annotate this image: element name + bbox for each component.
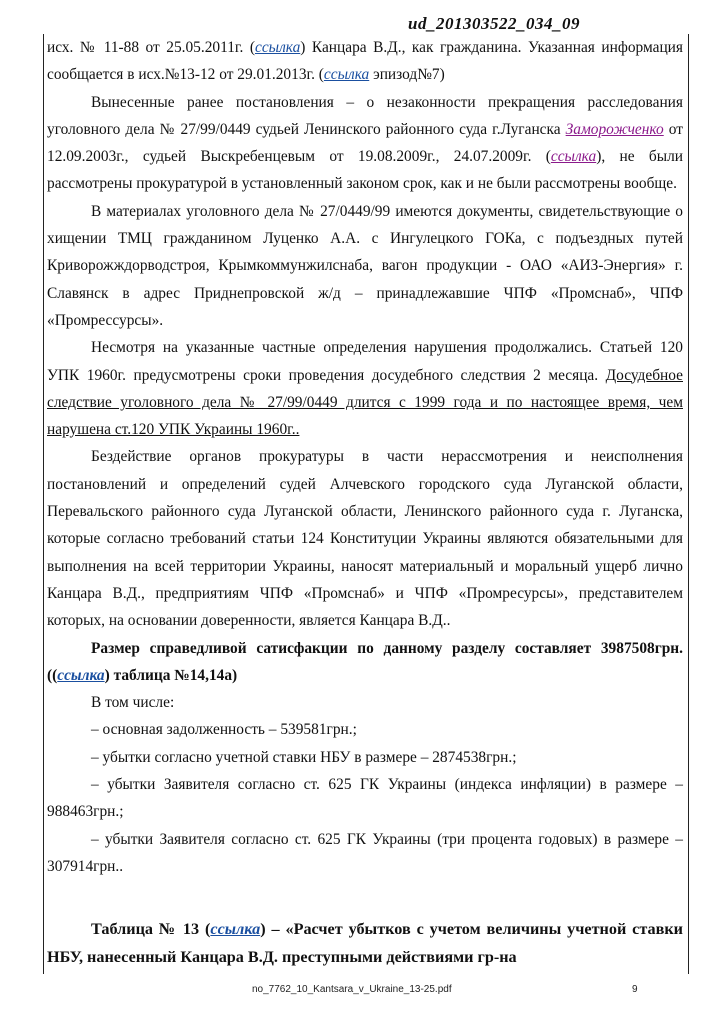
document-body bbox=[47, 34, 683, 971]
breakdown-intro: В том числе: bbox=[91, 694, 175, 712]
paragraph-3: В материалах уголовного дела № 27/0449/99 имеются документы, свидетельствующие о хищении ТМЦ гражданином Луценко А.А. с Ингулецкого ГОКа, с подъездных путей Криворожждорводстроя, Крымкоммунжилснаба, вагон продукции - ОАО «АИЗ-Энергия» г. Славянск в адрес Приднепровской ж/д – принадлежавшие ЧПФ «Промснаб», ЧПФ «Промрессурсы». bbox=[47, 202, 683, 329]
spacer bbox=[47, 880, 683, 916]
paragraph-4: Несмотря на указанные частные определения нарушения продолжались. Статьей 120 УПК 1960г. предусмотрены сроки проведения досудебного следствия 2 месяца. Досудебное следствие уголовного дела № 27/99/0449 длится с 1999 года и по настоящее время, чем нарушена ст.120 УПК Украины 1960г.. bbox=[47, 339, 683, 439]
paragraph-1: исх. № 11-88 от 25.05.2011г. (ссылка) Канцара В.Д., как гражданина. Указанная информация сообщается в исх.№13-12 от 29.01.2013г. (ссылка эпизод№7) bbox=[47, 39, 683, 84]
underlined-statement: Досудебное следствие уголовного дела № 27/99/0449 длится с 1999 года и по настоящее время, чем нарушена ст.120 УПК Украины 1960г.. bbox=[47, 366, 683, 439]
table-heading: Таблица № 13 (ссылка) – «Расчет убытков с учетом величины учетной ставки НБУ, нанесенный Канцара В.Д. преступными действиями гр-на bbox=[47, 920, 683, 966]
paragraph-2: Вынесенные ранее постановления – о незаконности прекращения расследования уголовного дела № 27/99/0449 судьей Ленинского районного суда г.Луганска Заморожченко от 12.09.2003г., судьей Выскребенцевым от 19.08.2009г., 24.07.2009г. (ссылка), не были рассмотрены прокуратурой в установленный законом срок, как и не были рассмотрены вообще. bbox=[47, 93, 683, 193]
footer-filename: no_7762_10_Kantsara_v_Ukraine_13-25.pdf bbox=[252, 984, 452, 995]
reference-link[interactable]: ссылка bbox=[550, 148, 597, 166]
reference-link[interactable]: ссылка bbox=[210, 920, 261, 939]
breakdown-item: – убытки Заявителя согласно ст. 625 ГК Украины (три процента годовых) в размере – 307914грн.. bbox=[47, 830, 683, 875]
paragraph-5: Бездействие органов прокуратуры в части нерассмотрения и неисполнения постановлений и определений судей Алчевского городского суда Луганской области, Перевальского районного суда Луганской области, Ленинского районного суда г. Луганска, которые согласно требований статьи 124 Конституции Украины являются обязательными для выполнения на всей территории Украины, наносят материальный и моральный ущерб лично Канцара В.Д., предприятиям ЧПФ «Промснаб» и ЧПФ «Промресурсы», представителем которых, на основании доверенности, является Канцара В.Д.. bbox=[47, 448, 683, 630]
document-id: ud_201303522_034_09 bbox=[408, 14, 580, 33]
breakdown-item: – убытки Заявителя согласно ст. 625 ГК Украины (индекса инфляции) в размере – 988463грн.; bbox=[47, 776, 683, 821]
breakdown-item: – основная задолженность – 539581грн.; bbox=[91, 721, 357, 739]
reference-link[interactable]: ссылка bbox=[323, 66, 370, 84]
page-number: 9 bbox=[632, 984, 638, 995]
reference-link[interactable]: ссылка bbox=[254, 39, 301, 56]
reference-link[interactable]: ссылка bbox=[57, 666, 105, 684]
breakdown-item: – убытки согласно учетной ставки НБУ в размере – 2874538грн.; bbox=[91, 748, 517, 766]
satisfaction-amount: Размер справедливой сатисфакции по данному разделу составляет 3987508грн. ((ссылка) таблица №14,14а) bbox=[47, 639, 683, 684]
judge-name-link[interactable]: Заморожченко bbox=[565, 120, 664, 138]
